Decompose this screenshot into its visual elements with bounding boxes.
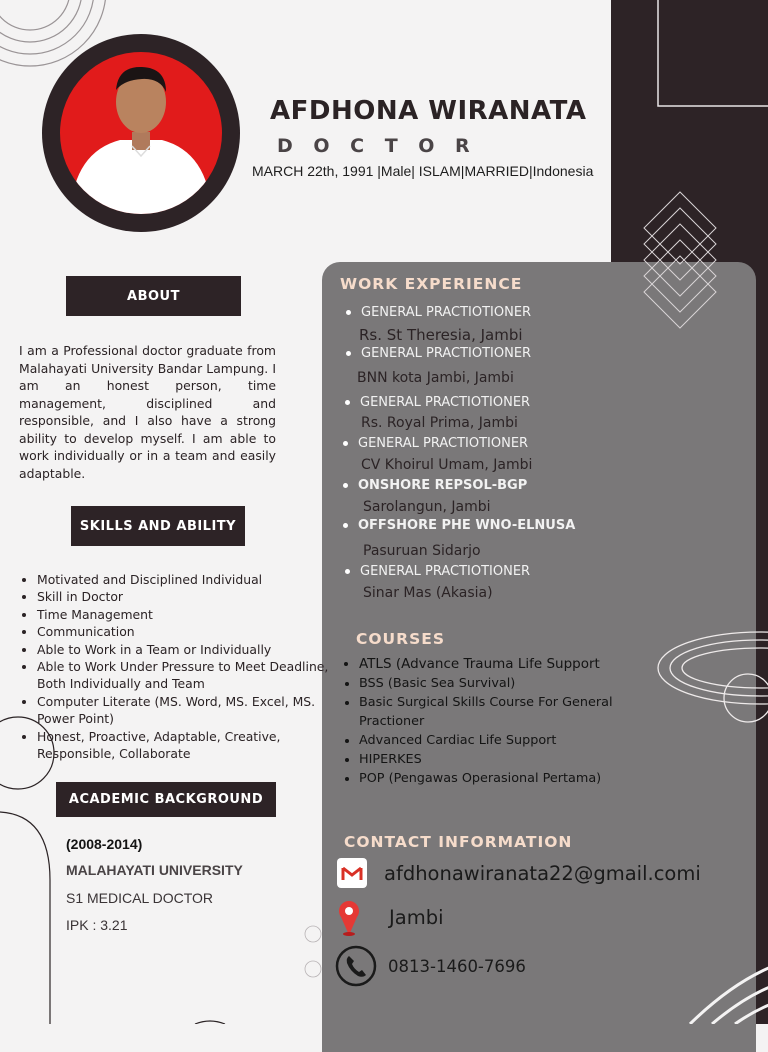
work-place: CV Khoirul Umam, Jambi: [361, 457, 533, 473]
list-item: • Skill in Doctor: [37, 588, 337, 605]
list-item: • HIPERKES: [359, 750, 649, 769]
courses-list: [340, 655, 649, 788]
contact-phone[interactable]: [335, 945, 526, 987]
work-place: Pasuruan Sidarjo: [363, 543, 481, 559]
skills-label: SKILLS AND ABILITY: [71, 506, 245, 546]
work-place: Rs. Royal Prima, Jambi: [361, 415, 518, 431]
bullet-icon: [346, 351, 351, 356]
list-item: • Basic Surgical Skills Course For General Practioner: [359, 693, 649, 731]
location-text: Jambi: [389, 905, 444, 929]
work-position: GENERAL PRACTIOTIONER: [339, 395, 530, 410]
list-item: • Motivated and Disciplined Individual: [37, 571, 337, 588]
work-place: Sarolangun, Jambi: [363, 499, 491, 515]
courses-heading: COURSES: [356, 630, 445, 648]
full-name: AFDHONA WIRANATA: [270, 96, 587, 126]
academic-years: (2008-2014): [66, 836, 143, 852]
list-item: • BSS (Basic Sea Survival): [359, 674, 649, 693]
work-place: Sinar Mas (Akasia): [363, 585, 493, 601]
contact-location: [337, 898, 444, 936]
work-place: Rs. St Theresia, Jambi: [359, 326, 523, 344]
phone-text[interactable]: 0813-1460-7696: [388, 956, 526, 976]
list-item: • Time Management: [37, 606, 337, 623]
bullet-icon: [346, 310, 351, 315]
profile-photo: [60, 52, 222, 214]
contact-email[interactable]: [337, 858, 701, 888]
bullet-icon: [345, 569, 350, 574]
work-position: GENERAL PRACTIOTIONER: [340, 305, 531, 320]
personal-info: MARCH 22th, 1991 |Male| ISLAM|MARRIED|Indonesia: [252, 163, 594, 179]
location-pin-icon: [337, 898, 361, 936]
bullet-icon: [343, 441, 348, 446]
phone-icon: [335, 945, 377, 987]
skills-list: [19, 571, 337, 762]
list-item: • Advanced Cardiac Life Support: [359, 731, 649, 750]
person-silhouette-icon: [60, 52, 222, 214]
about-label: ABOUT: [66, 276, 241, 316]
about-text: I am a Professional doctor graduate from Malahayati University Bandar Lampung. I am an honest person, time management, disciplined and responsible, and I also have a strong ability to develop myself. I am able to work individually or in a team and easily adaptable.: [19, 343, 276, 481]
bullet-icon: [343, 483, 348, 488]
job-title: D O C T O R: [277, 135, 477, 157]
work-heading: WORK EXPERIENCE: [340, 275, 523, 293]
bullet-icon: [343, 523, 348, 528]
list-item: • Able to Work Under Pressure to Meet Deadline, Both Individually and Team: [37, 658, 337, 693]
list-item: • Communication: [37, 623, 337, 640]
work-position: GENERAL PRACTIOTIONER: [337, 436, 528, 451]
email-text[interactable]: afdhonawiranata22@gmail.comi: [384, 861, 701, 885]
bullet-icon: [345, 400, 350, 405]
contact-heading: CONTACT INFORMATION: [344, 833, 573, 851]
academic-label: ACADEMIC BACKGROUND: [56, 782, 276, 817]
work-position: ONSHORE REPSOL-BGP: [337, 478, 527, 493]
gmail-icon: [337, 858, 367, 888]
work-position: GENERAL PRACTIOTIONER: [339, 564, 530, 579]
list-item: • Computer Literate (MS. Word, MS. Excel, MS. Power Point): [37, 693, 337, 728]
list-item: • ATLS (Advance Trauma Life Support: [359, 655, 649, 674]
list-item: • Able to Work in a Team or Individually: [37, 641, 337, 658]
list-item: • Honest, Proactive, Adaptable, Creative, Responsible, Collaborate: [37, 728, 337, 763]
list-item: • POP (Pengawas Operasional Pertama): [359, 769, 649, 788]
work-position: OFFSHORE PHE WNO-ELNUSA: [337, 518, 575, 533]
work-place: BNN kota Jambi, Jambi: [357, 370, 514, 386]
academic-ipk: IPK : 3.21: [66, 917, 128, 933]
academic-university: MALAHAYATI UNIVERSITY: [66, 862, 243, 878]
work-position: GENERAL PRACTIOTIONER: [340, 346, 531, 361]
academic-degree: S1 MEDICAL DOCTOR: [66, 890, 214, 906]
